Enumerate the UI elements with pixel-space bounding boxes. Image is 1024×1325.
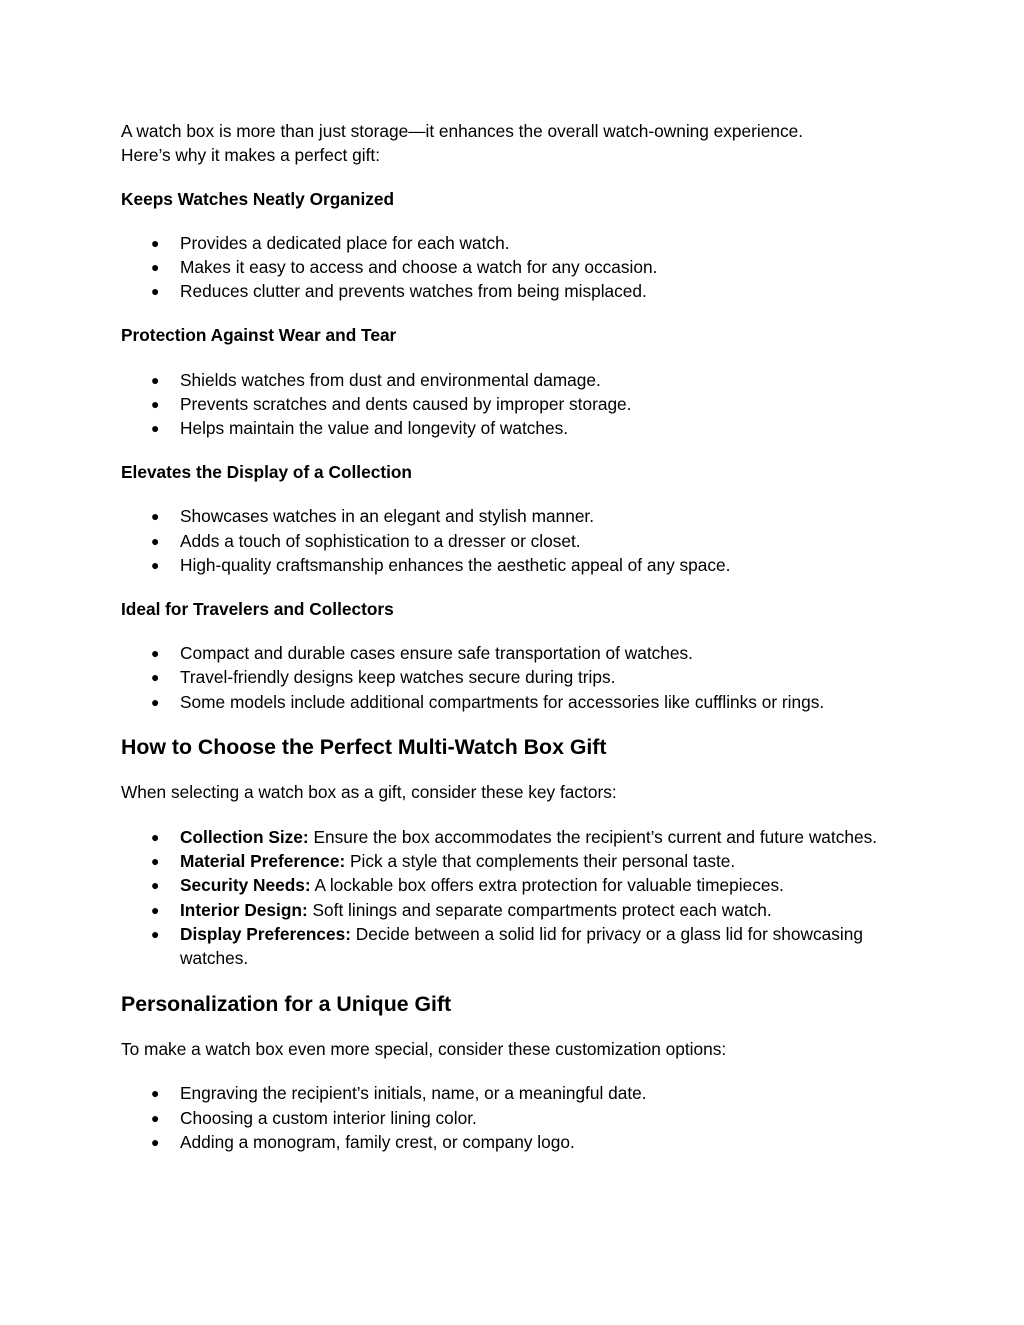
bullet-icon: ● — [151, 283, 160, 300]
section-heading-display: Elevates the Display of a Collection — [121, 461, 412, 482]
choose-list — [121, 825, 891, 971]
section-list-organized — [121, 231, 891, 304]
bullet-icon: ● — [151, 259, 160, 276]
section-list-display — [121, 504, 891, 577]
list-item: ● Helps maintain the value and longevity of watches. — [121, 416, 891, 440]
bullet-icon: ● — [151, 508, 160, 525]
section-heading-organized: Keeps Watches Neatly Organized — [121, 188, 395, 209]
personalization-intro: To make a watch box even more special, consider these customization options: — [121, 1038, 727, 1059]
list-item: ● Provides a dedicated place for each watch. — [121, 231, 891, 255]
section-list-protection — [121, 368, 891, 441]
personalization-list — [121, 1081, 891, 1154]
list-item: ● Showcases watches in an elegant and stylish manner. — [121, 504, 891, 528]
bullet-icon: ● — [151, 644, 160, 661]
bullet-icon: ● — [151, 556, 160, 573]
list-item: ● Makes it easy to access and choose a watch for any occasion. — [121, 255, 891, 279]
bullet-icon: ● — [151, 1133, 160, 1150]
document-page — [121, 119, 891, 1174]
list-item: ● Security Needs: A lockable box offers extra protection for valuable timepieces. — [121, 873, 891, 897]
list-item: ● Shields watches from dust and environmental damage. — [121, 368, 891, 392]
bullet-icon: ● — [151, 925, 160, 942]
section-heading-protection: Protection Against Wear and Tear — [121, 325, 397, 346]
intro-line-1: A watch box is more than just storage—it enhances the overall watch-owning experience. — [121, 121, 804, 141]
item-label: Security Needs: — [180, 875, 311, 896]
list-item: ● Compact and durable cases ensure safe transportation of watches. — [121, 641, 891, 665]
list-item: ● Display Preferences: Decide between a solid lid for privacy or a glass lid for showcasing watches. — [151, 923, 863, 969]
bullet-icon: ● — [151, 1109, 160, 1126]
list-item: ● Travel-friendly designs keep watches secure during trips. — [121, 665, 891, 689]
choose-intro: When selecting a watch box as a gift, consider these key factors: — [121, 782, 617, 803]
bullet-icon: ● — [151, 852, 160, 869]
bullet-icon: ● — [151, 532, 160, 549]
bullet-icon: ● — [151, 669, 160, 686]
list-item: ● Collection Size: Ensure the box accommodates the recipient’s current and future watches. — [121, 825, 891, 849]
list-item: ● Material Preference: Pick a style that complements their personal taste. — [121, 849, 891, 873]
bullet-icon: ● — [151, 420, 160, 437]
item-label: Material Preference: — [180, 850, 346, 871]
intro-paragraph — [121, 119, 891, 168]
list-item: ● Reduces clutter and prevents watches from being misplaced. — [121, 279, 891, 303]
list-item: ● Adds a touch of sophistication to a dresser or closet. — [121, 529, 891, 553]
bullet-icon: ● — [151, 693, 160, 710]
section-list-travelers — [121, 641, 891, 714]
section-heading-travelers: Ideal for Travelers and Collectors — [121, 598, 394, 619]
list-item: ● Some models include additional compartments for accessories like cufflinks or rings. — [121, 690, 891, 714]
bullet-icon: ● — [151, 371, 160, 388]
list-item: ● Engraving the recipient’s initials, name, or a meaningful date. — [121, 1081, 891, 1105]
list-item: ● High-quality craftsmanship enhances the aesthetic appeal of any space. — [121, 553, 891, 577]
bullet-icon: ● — [151, 1085, 160, 1102]
item-label: Collection Size: — [180, 826, 309, 847]
bullet-icon: ● — [151, 828, 160, 845]
intro-line-2: Here’s why it makes a perfect gift: — [121, 145, 380, 166]
list-item: ● Interior Design: Soft linings and separate compartments protect each watch. — [121, 898, 891, 922]
list-item: ● Adding a monogram, family crest, or company logo. — [121, 1130, 891, 1154]
heading-how-to-choose: How to Choose the Perfect Multi-Watch Box Gift — [121, 735, 607, 760]
list-item: ● Prevents scratches and dents caused by improper storage. — [121, 392, 891, 416]
bullet-icon: ● — [151, 234, 160, 251]
bullet-icon: ● — [151, 395, 160, 412]
item-label: Display Preferences: — [180, 923, 351, 944]
item-label: Interior Design: — [180, 899, 308, 920]
list-item: ● Choosing a custom interior lining color. — [121, 1106, 891, 1130]
bullet-icon: ● — [151, 877, 160, 894]
bullet-icon: ● — [151, 901, 160, 918]
heading-personalization: Personalization for a Unique Gift — [121, 991, 452, 1016]
